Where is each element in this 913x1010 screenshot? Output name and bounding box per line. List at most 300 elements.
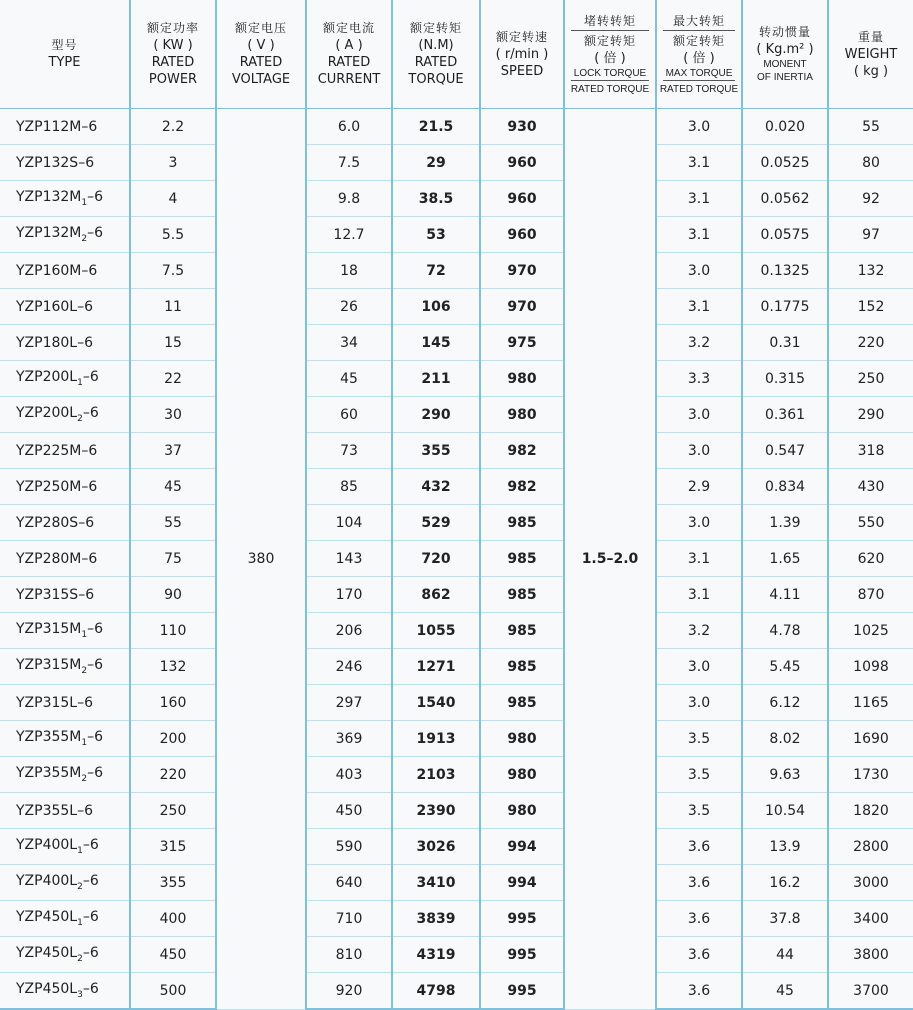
type-suffix: –6 xyxy=(82,405,99,422)
type-suffix: –6 xyxy=(82,837,99,854)
speed-cell: 960 xyxy=(480,145,564,181)
current-cell: 590 xyxy=(306,829,392,865)
header-power xyxy=(130,0,216,109)
type-cell xyxy=(0,253,130,289)
table-row xyxy=(0,973,913,1010)
current-cell: 297 xyxy=(306,685,392,721)
type-base: YZP315M xyxy=(16,657,82,674)
type-suffix: –6 xyxy=(78,154,95,171)
header-lock-zh2: 额定转矩 xyxy=(583,33,636,48)
torque-cell: 432 xyxy=(392,469,480,505)
type-cell xyxy=(0,649,130,685)
table-row xyxy=(0,721,913,757)
current-cell: 9.8 xyxy=(306,181,392,217)
type-cell xyxy=(0,145,130,181)
weight-cell: 80 xyxy=(828,145,913,181)
header-voltage-zh: 额定电压 xyxy=(234,21,287,35)
header-weight-en: WEIGHT xyxy=(844,46,898,62)
torque-cell: 720 xyxy=(392,541,480,577)
weight-cell: 3800 xyxy=(828,937,913,973)
inertia-cell: 4.11 xyxy=(742,577,828,613)
current-cell: 246 xyxy=(306,649,392,685)
current-cell: 810 xyxy=(306,937,392,973)
type-cell xyxy=(0,325,130,361)
header-lock-unit: ( 倍 ) xyxy=(594,50,626,66)
type-base: YZP200L xyxy=(16,405,78,422)
power-cell: 355 xyxy=(130,865,216,901)
weight-cell: 97 xyxy=(828,217,913,253)
type-base: YZP132M xyxy=(16,225,82,242)
weight-cell: 1165 xyxy=(828,685,913,721)
type-base: YZP160L xyxy=(16,298,78,315)
inertia-cell: 0.31 xyxy=(742,325,828,361)
current-cell: 206 xyxy=(306,613,392,649)
weight-cell: 92 xyxy=(828,181,913,217)
inertia-cell: 6.12 xyxy=(742,685,828,721)
header-max-torque xyxy=(656,0,742,109)
current-cell: 104 xyxy=(306,505,392,541)
inertia-cell: 13.9 xyxy=(742,829,828,865)
type-suffix: –6 xyxy=(77,298,94,315)
torque-cell: 4319 xyxy=(392,937,480,973)
type-cell xyxy=(0,829,130,865)
speed-cell: 995 xyxy=(480,901,564,937)
speed-cell: 930 xyxy=(480,109,564,145)
power-cell: 7.5 xyxy=(130,253,216,289)
speed-cell: 975 xyxy=(480,325,564,361)
power-cell: 500 xyxy=(130,973,216,1010)
power-cell: 3 xyxy=(130,145,216,181)
weight-cell: 152 xyxy=(828,289,913,325)
current-cell: 34 xyxy=(306,325,392,361)
type-cell xyxy=(0,685,130,721)
type-suffix: –6 xyxy=(82,873,99,890)
type-cell xyxy=(0,613,130,649)
header-weight xyxy=(828,0,913,109)
weight-cell: 1025 xyxy=(828,613,913,649)
header-inertia-unit: ( Kg.m² ) xyxy=(756,42,814,57)
lock-torque-merged-cell: 1.5–2.0 xyxy=(564,109,656,1010)
current-cell: 85 xyxy=(306,469,392,505)
current-cell: 26 xyxy=(306,289,392,325)
spec-table-body xyxy=(0,109,913,1010)
table-row xyxy=(0,541,913,577)
inertia-cell: 1.39 xyxy=(742,505,828,541)
type-suffix: –6 xyxy=(82,981,99,998)
header-current-en2: CURRENT xyxy=(317,72,381,87)
table-row xyxy=(0,145,913,181)
current-cell: 369 xyxy=(306,721,392,757)
type-cell xyxy=(0,937,130,973)
inertia-cell: 44 xyxy=(742,937,828,973)
weight-cell: 55 xyxy=(828,109,913,145)
max-torque-cell: 3.1 xyxy=(656,217,742,253)
header-current xyxy=(306,0,392,109)
speed-cell: 982 xyxy=(480,433,564,469)
type-suffix: –6 xyxy=(82,945,99,962)
weight-cell: 250 xyxy=(828,361,913,397)
torque-cell: 21.5 xyxy=(392,109,480,145)
type-base: YZP250M xyxy=(16,478,82,495)
type-base: YZP280M xyxy=(16,550,82,567)
header-weight-zh: 重量 xyxy=(857,29,884,44)
speed-cell: 980 xyxy=(480,721,564,757)
header-lock-zh1: 堵转转矩 xyxy=(571,13,649,31)
speed-cell: 970 xyxy=(480,253,564,289)
table-row xyxy=(0,613,913,649)
torque-cell: 2390 xyxy=(392,793,480,829)
type-base: YZP355M xyxy=(16,729,82,746)
type-base: YZP280S xyxy=(16,514,79,531)
speed-cell: 985 xyxy=(480,577,564,613)
max-torque-cell: 3.0 xyxy=(656,397,742,433)
torque-cell: 29 xyxy=(392,145,480,181)
power-cell: 37 xyxy=(130,433,216,469)
torque-cell: 3839 xyxy=(392,901,480,937)
speed-cell: 980 xyxy=(480,361,564,397)
current-cell: 18 xyxy=(306,253,392,289)
table-row xyxy=(0,937,913,973)
type-cell xyxy=(0,109,130,145)
type-suffix: –6 xyxy=(87,189,104,206)
type-base: YZP450L xyxy=(16,909,78,926)
speed-cell: 995 xyxy=(480,973,564,1010)
header-torque-zh: 额定转矩 xyxy=(409,21,462,35)
speed-cell: 980 xyxy=(480,757,564,793)
header-speed xyxy=(480,0,564,109)
speed-cell: 985 xyxy=(480,649,564,685)
header-row xyxy=(0,0,913,109)
power-cell: 400 xyxy=(130,901,216,937)
speed-cell: 995 xyxy=(480,937,564,973)
header-type-zh: 型号 xyxy=(51,38,78,52)
voltage-merged-cell: 380 xyxy=(216,109,306,1010)
speed-cell: 960 xyxy=(480,181,564,217)
header-max-zh1: 最大转矩 xyxy=(663,13,735,31)
type-base: YZP400L xyxy=(16,873,78,890)
table-row xyxy=(0,793,913,829)
torque-cell: 38.5 xyxy=(392,181,480,217)
header-lock-torque xyxy=(564,0,656,109)
type-subscript: 1 xyxy=(81,629,88,640)
inertia-cell: 1.65 xyxy=(742,541,828,577)
power-cell: 45 xyxy=(130,469,216,505)
speed-cell: 985 xyxy=(480,685,564,721)
type-base: YZP355L xyxy=(16,802,78,819)
inertia-cell: 4.78 xyxy=(742,613,828,649)
max-torque-cell: 3.6 xyxy=(656,829,742,865)
type-base: YZP200L xyxy=(16,369,78,386)
weight-cell: 1690 xyxy=(828,721,913,757)
max-torque-cell: 3.6 xyxy=(656,973,742,1010)
speed-cell: 970 xyxy=(480,289,564,325)
header-current-zh: 额定电流 xyxy=(322,21,375,35)
type-subscript: 1 xyxy=(77,377,83,388)
type-cell xyxy=(0,181,130,217)
torque-cell: 1055 xyxy=(392,613,480,649)
power-cell: 250 xyxy=(130,793,216,829)
current-cell: 60 xyxy=(306,397,392,433)
type-base: YZP315M xyxy=(16,621,82,638)
current-cell: 640 xyxy=(306,865,392,901)
header-power-en2: POWER xyxy=(148,72,198,87)
type-cell xyxy=(0,865,130,901)
max-torque-cell: 3.0 xyxy=(656,685,742,721)
table-row xyxy=(0,577,913,613)
header-lock-en1: LOCK TORQUE xyxy=(571,67,649,81)
type-subscript: 2 xyxy=(81,665,88,676)
torque-cell: 72 xyxy=(392,253,480,289)
torque-cell: 3410 xyxy=(392,865,480,901)
speed-cell: 982 xyxy=(480,469,564,505)
torque-cell: 145 xyxy=(392,325,480,361)
inertia-cell: 45 xyxy=(742,973,828,1010)
type-cell xyxy=(0,361,130,397)
weight-cell: 1730 xyxy=(828,757,913,793)
weight-cell: 1820 xyxy=(828,793,913,829)
type-base: YZP132S xyxy=(16,154,79,171)
current-cell: 7.5 xyxy=(306,145,392,181)
power-cell: 110 xyxy=(130,613,216,649)
header-current-en1: RATED xyxy=(327,55,371,70)
max-torque-cell: 3.3 xyxy=(656,361,742,397)
max-torque-cell: 3.5 xyxy=(656,793,742,829)
header-speed-unit: ( r/min ) xyxy=(495,46,549,62)
power-cell: 11 xyxy=(130,289,216,325)
inertia-cell: 16.2 xyxy=(742,865,828,901)
power-cell: 75 xyxy=(130,541,216,577)
header-type-en: TYPE xyxy=(48,55,81,70)
type-cell xyxy=(0,289,130,325)
speed-cell: 994 xyxy=(480,865,564,901)
type-cell xyxy=(0,469,130,505)
type-suffix: –6 xyxy=(81,550,98,567)
header-inertia-en1: MONENT xyxy=(763,59,807,70)
weight-cell: 3700 xyxy=(828,973,913,1010)
current-cell: 6.0 xyxy=(306,109,392,145)
type-cell xyxy=(0,757,130,793)
type-cell xyxy=(0,901,130,937)
type-base: YZP112M xyxy=(16,118,82,135)
inertia-cell: 0.315 xyxy=(742,361,828,397)
type-subscript: 2 xyxy=(77,881,83,892)
power-cell: 90 xyxy=(130,577,216,613)
power-cell: 55 xyxy=(130,505,216,541)
max-torque-cell: 3.0 xyxy=(656,433,742,469)
table-row xyxy=(0,397,913,433)
table-row xyxy=(0,289,913,325)
table-row xyxy=(0,829,913,865)
inertia-cell: 0.0525 xyxy=(742,145,828,181)
inertia-cell: 0.361 xyxy=(742,397,828,433)
weight-cell: 550 xyxy=(828,505,913,541)
type-suffix: –6 xyxy=(87,765,104,782)
max-torque-cell: 3.0 xyxy=(656,649,742,685)
power-cell: 5.5 xyxy=(130,217,216,253)
type-cell xyxy=(0,505,130,541)
table-row xyxy=(0,109,913,145)
header-inertia-en2: OF INERTIA xyxy=(757,72,813,83)
power-cell: 30 xyxy=(130,397,216,433)
weight-cell: 3000 xyxy=(828,865,913,901)
table-row xyxy=(0,865,913,901)
type-cell xyxy=(0,577,130,613)
current-cell: 45 xyxy=(306,361,392,397)
type-suffix: –6 xyxy=(81,262,98,279)
power-cell: 220 xyxy=(130,757,216,793)
type-cell xyxy=(0,397,130,433)
type-suffix: –6 xyxy=(81,442,98,459)
inertia-cell: 0.0562 xyxy=(742,181,828,217)
type-base: YZP132M xyxy=(16,189,82,206)
weight-cell: 2800 xyxy=(828,829,913,865)
header-max-unit: ( 倍 ) xyxy=(683,50,715,66)
type-suffix: –6 xyxy=(77,802,94,819)
header-voltage-unit: ( V ) xyxy=(247,38,275,53)
current-cell: 403 xyxy=(306,757,392,793)
current-cell: 143 xyxy=(306,541,392,577)
inertia-cell: 10.54 xyxy=(742,793,828,829)
weight-cell: 132 xyxy=(828,253,913,289)
type-cell xyxy=(0,217,130,253)
header-speed-zh: 额定转速 xyxy=(495,29,548,44)
inertia-cell: 0.020 xyxy=(742,109,828,145)
power-cell: 15 xyxy=(130,325,216,361)
torque-cell: 4798 xyxy=(392,973,480,1010)
speed-cell: 980 xyxy=(480,397,564,433)
power-cell: 200 xyxy=(130,721,216,757)
header-power-en1: RATED xyxy=(151,55,195,70)
table-row xyxy=(0,361,913,397)
torque-cell: 1271 xyxy=(392,649,480,685)
type-suffix: –6 xyxy=(82,369,99,386)
inertia-cell: 0.0575 xyxy=(742,217,828,253)
type-base: YZP225M xyxy=(16,442,82,459)
table-row xyxy=(0,685,913,721)
type-suffix: –6 xyxy=(78,586,95,603)
header-voltage-en2: VOLTAGE xyxy=(231,72,291,87)
torque-cell: 211 xyxy=(392,361,480,397)
type-subscript: 1 xyxy=(77,917,83,928)
power-cell: 315 xyxy=(130,829,216,865)
header-current-unit: ( A ) xyxy=(335,38,363,53)
type-suffix: –6 xyxy=(82,909,99,926)
header-power-zh: 额定功率 xyxy=(146,21,199,35)
max-torque-cell: 3.1 xyxy=(656,145,742,181)
type-subscript: 1 xyxy=(81,737,88,748)
header-weight-unit: ( kg ) xyxy=(853,63,889,79)
type-suffix: –6 xyxy=(81,118,98,135)
table-row xyxy=(0,433,913,469)
torque-cell: 862 xyxy=(392,577,480,613)
torque-cell: 355 xyxy=(392,433,480,469)
type-base: YZP180L xyxy=(16,334,78,351)
type-base: YZP355M xyxy=(16,765,82,782)
header-torque-en1: RATED xyxy=(414,55,458,70)
header-torque-en2: TORQUE xyxy=(408,72,464,87)
type-base: YZP450L xyxy=(16,945,78,962)
inertia-cell: 8.02 xyxy=(742,721,828,757)
type-subscript: 2 xyxy=(81,773,88,784)
type-subscript: 1 xyxy=(81,197,88,208)
header-max-zh2: 额定转矩 xyxy=(672,33,725,48)
power-cell: 4 xyxy=(130,181,216,217)
speed-cell: 960 xyxy=(480,217,564,253)
speed-cell: 985 xyxy=(480,613,564,649)
table-row xyxy=(0,217,913,253)
current-cell: 710 xyxy=(306,901,392,937)
max-torque-cell: 3.2 xyxy=(656,613,742,649)
type-suffix: –6 xyxy=(87,621,104,638)
type-subscript: 2 xyxy=(77,413,83,424)
speed-cell: 985 xyxy=(480,505,564,541)
table-row xyxy=(0,901,913,937)
table-row xyxy=(0,325,913,361)
current-cell: 920 xyxy=(306,973,392,1010)
type-base: YZP315L xyxy=(16,694,78,711)
header-voltage xyxy=(216,0,306,109)
header-inertia xyxy=(742,0,828,109)
table-row xyxy=(0,505,913,541)
type-suffix: –6 xyxy=(87,729,104,746)
max-torque-cell: 3.1 xyxy=(656,577,742,613)
type-cell xyxy=(0,433,130,469)
type-subscript: 2 xyxy=(81,233,88,244)
type-base: YZP315S xyxy=(16,586,79,603)
max-torque-cell: 3.1 xyxy=(656,541,742,577)
type-base: YZP160M xyxy=(16,262,82,279)
inertia-cell: 0.547 xyxy=(742,433,828,469)
power-cell: 2.2 xyxy=(130,109,216,145)
weight-cell: 430 xyxy=(828,469,913,505)
header-type xyxy=(0,0,130,109)
torque-cell: 2103 xyxy=(392,757,480,793)
speed-cell: 980 xyxy=(480,793,564,829)
header-max-en2: RATED TORQUE xyxy=(659,83,739,95)
power-cell: 160 xyxy=(130,685,216,721)
max-torque-cell: 3.6 xyxy=(656,937,742,973)
inertia-cell: 37.8 xyxy=(742,901,828,937)
header-speed-en1: SPEED xyxy=(500,63,544,79)
table-row xyxy=(0,649,913,685)
power-cell: 132 xyxy=(130,649,216,685)
inertia-cell: 0.1775 xyxy=(742,289,828,325)
inertia-cell: 5.45 xyxy=(742,649,828,685)
max-torque-cell: 3.2 xyxy=(656,325,742,361)
inertia-cell: 9.63 xyxy=(742,757,828,793)
type-suffix: –6 xyxy=(87,657,104,674)
max-torque-cell: 3.1 xyxy=(656,181,742,217)
max-torque-cell: 2.9 xyxy=(656,469,742,505)
torque-cell: 3026 xyxy=(392,829,480,865)
torque-cell: 1540 xyxy=(392,685,480,721)
max-torque-cell: 3.5 xyxy=(656,757,742,793)
max-torque-cell: 3.1 xyxy=(656,289,742,325)
current-cell: 73 xyxy=(306,433,392,469)
torque-cell: 290 xyxy=(392,397,480,433)
type-cell xyxy=(0,721,130,757)
max-torque-cell: 3.0 xyxy=(656,505,742,541)
torque-cell: 529 xyxy=(392,505,480,541)
table-row xyxy=(0,253,913,289)
table-row xyxy=(0,181,913,217)
weight-cell: 620 xyxy=(828,541,913,577)
header-max-en1: MAX TORQUE xyxy=(663,67,735,81)
weight-cell: 3400 xyxy=(828,901,913,937)
header-power-unit: ( KW ) xyxy=(153,38,193,53)
weight-cell: 290 xyxy=(828,397,913,433)
max-torque-cell: 3.0 xyxy=(656,253,742,289)
